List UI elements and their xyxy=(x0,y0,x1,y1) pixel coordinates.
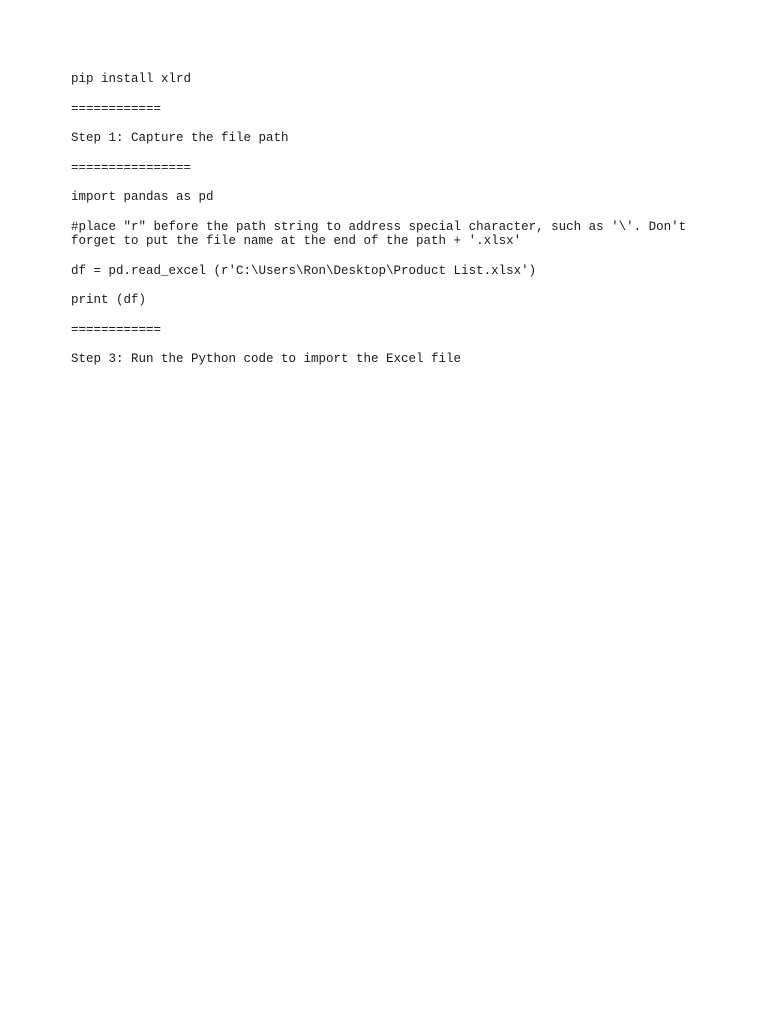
step-heading: Step 1: Capture the file path xyxy=(71,131,289,145)
import-statement-line: import pandas as pd xyxy=(71,190,214,204)
separator-line: ============ xyxy=(71,101,162,116)
print-statement-line: print (df) xyxy=(71,293,147,307)
step-heading: Step 3: Run the Python code to import the Excel file xyxy=(71,352,462,366)
document-body xyxy=(71,72,701,382)
code-comment-line: #place "r" before the path string to address special character, such as '\'. Don't forget to put the file name at the end of the path + '.xlsx' xyxy=(71,219,687,248)
separator-line: ============ xyxy=(71,322,162,337)
install-command-line: pip install xlrd xyxy=(71,72,192,86)
separator-line: ================ xyxy=(71,160,192,175)
read-excel-line: df = pd.read_excel (r'C:\Users\Ron\Desktop\Product List.xlsx') xyxy=(71,263,537,278)
